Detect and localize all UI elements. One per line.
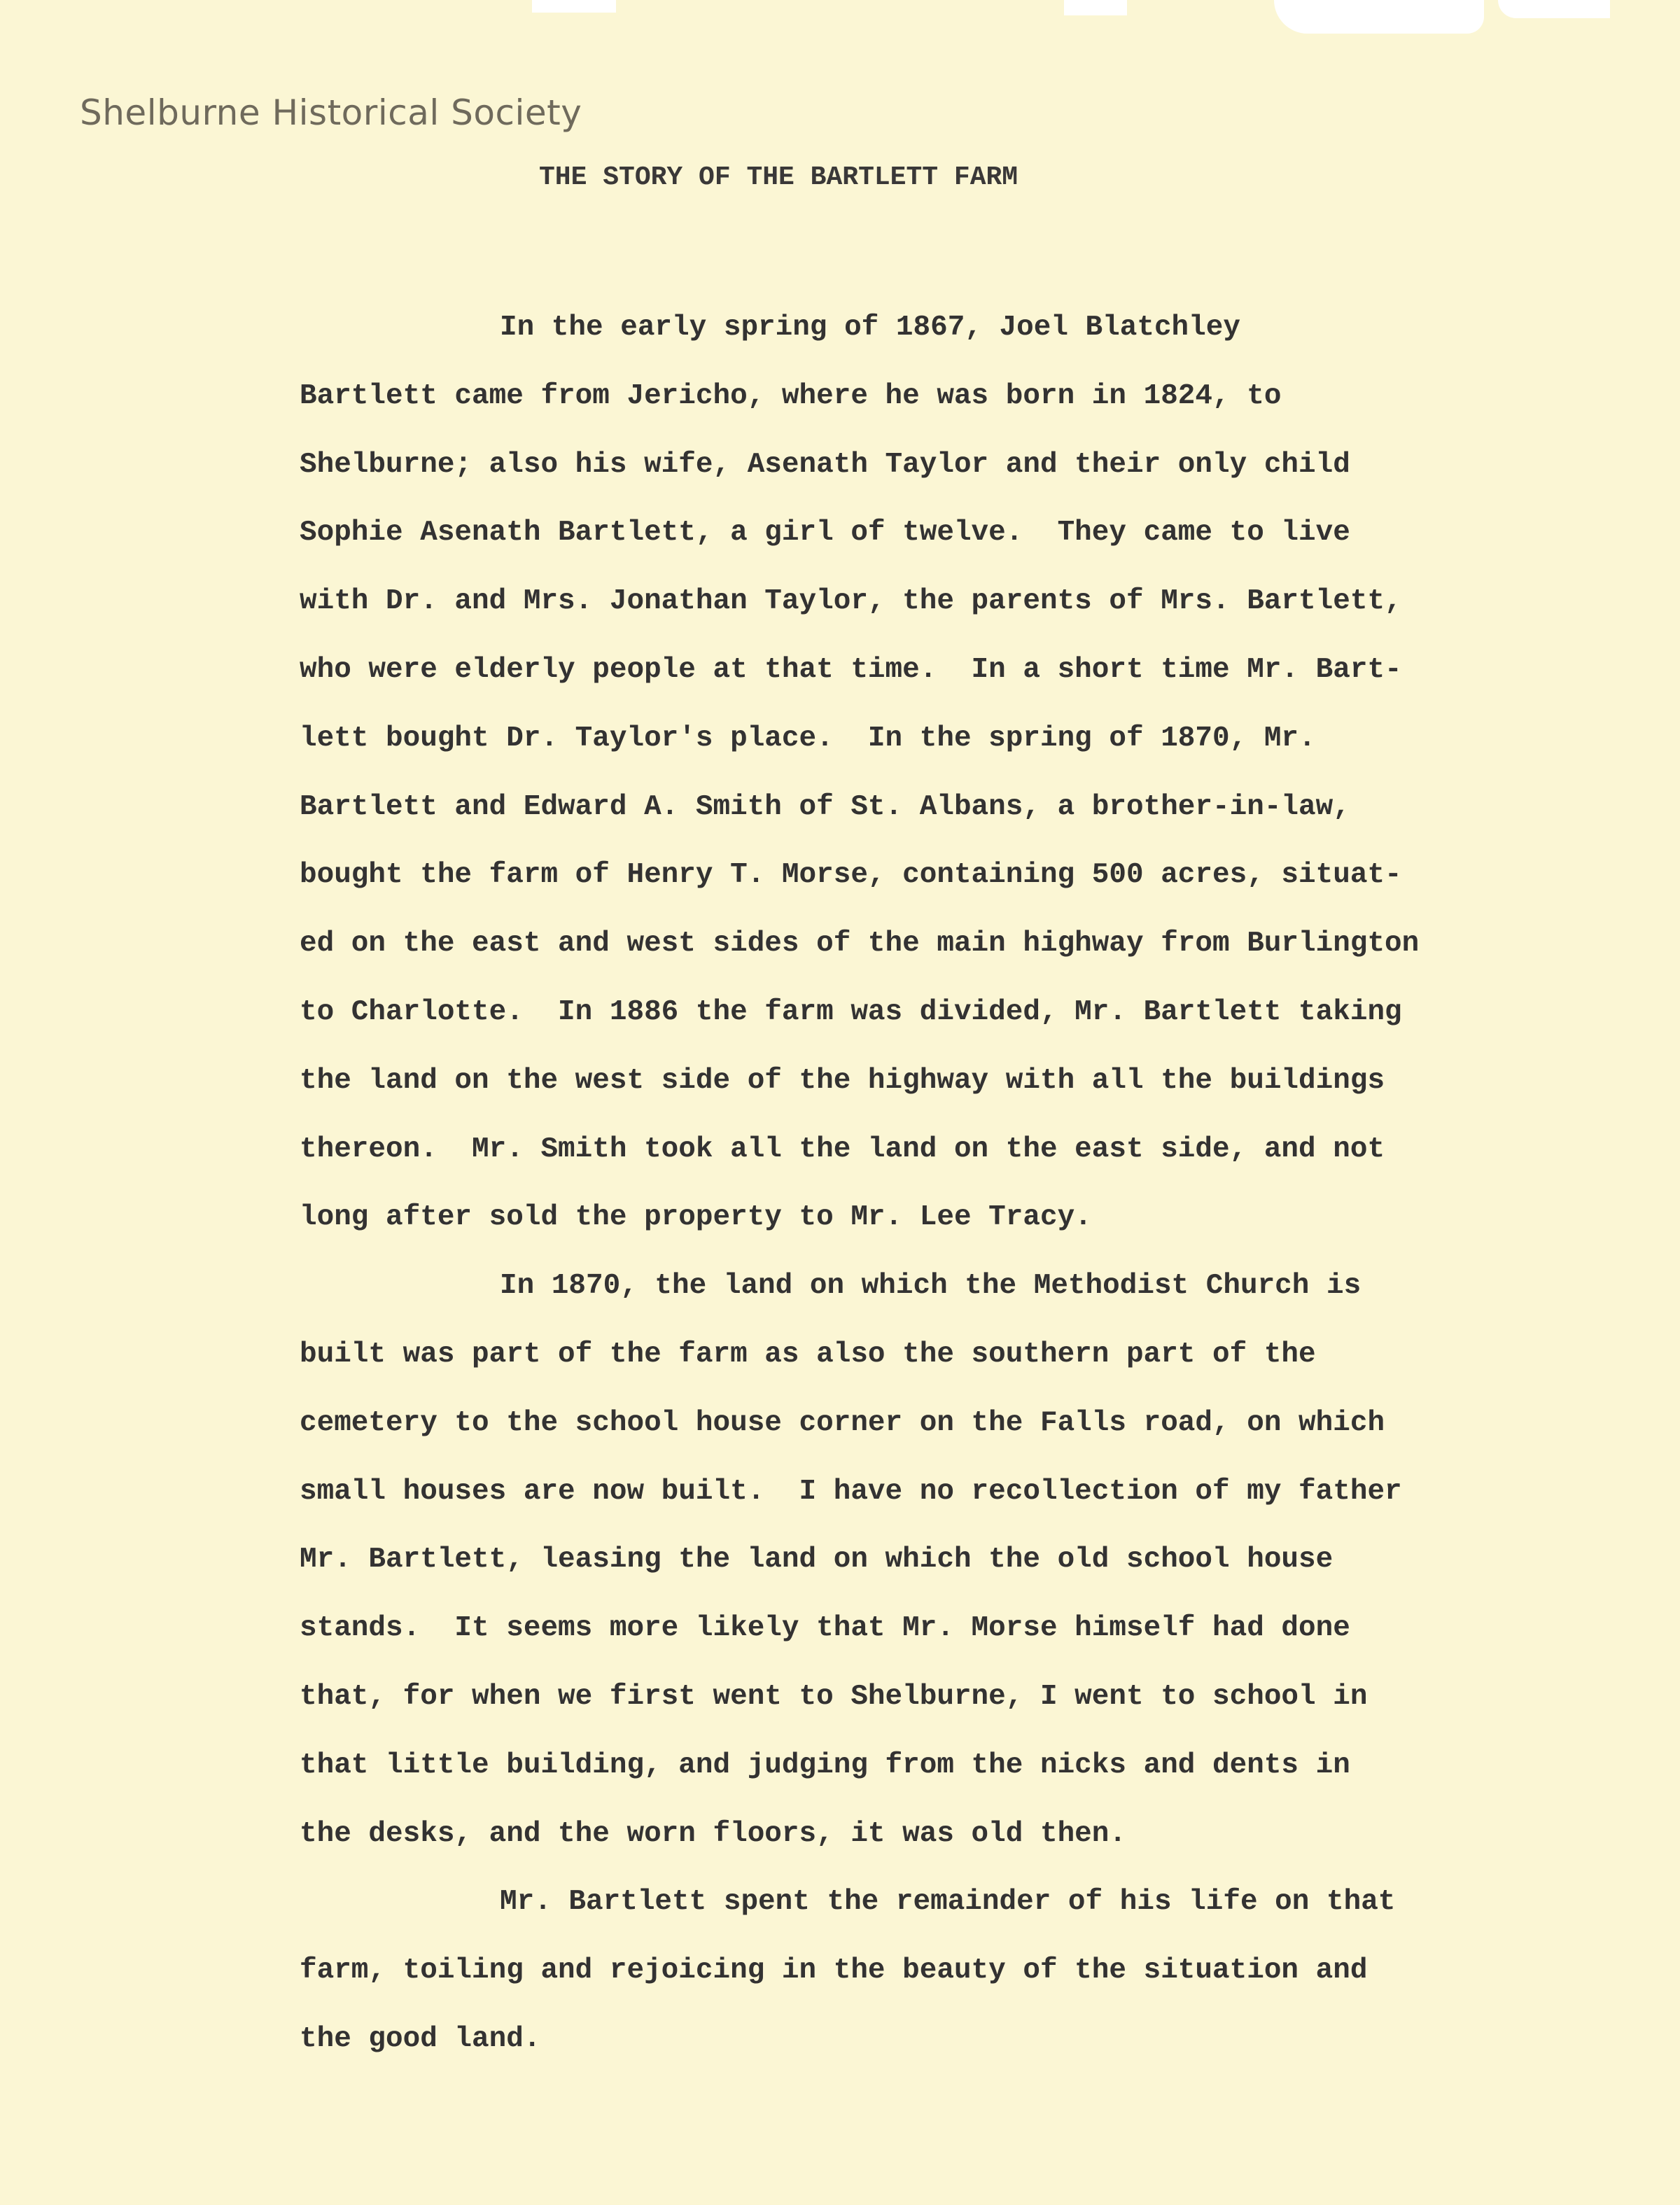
text-line: Shelburne; also his wife, Asenath Taylor and their only child xyxy=(300,448,1350,481)
text-line: In the early spring of 1867, Joel Blatchley xyxy=(500,312,1240,344)
text-line: stands. It seems more likely that Mr. Morse himself had done xyxy=(300,1612,1350,1645)
text-line: who were elderly people at that time. In a short time Mr. Bart- xyxy=(300,653,1402,686)
text-line: small houses are now built. I have no recollection of my father xyxy=(300,1475,1402,1508)
torn-edge-far-right xyxy=(1498,0,1610,18)
document-body xyxy=(300,294,1616,2074)
text-line: Bartlett and Edward A. Smith of St. Albans, a brother-in-law, xyxy=(300,790,1350,823)
text-line: Mr. Bartlett, leasing the land on which the old school house xyxy=(300,1544,1334,1576)
text-line: In 1870, the land on which the Methodist Church is xyxy=(500,1270,1362,1303)
text-line: the good land. xyxy=(300,2022,541,2055)
watermark-label: Shelburne Historical Society xyxy=(80,92,582,133)
text-line: cemetery to the school house corner on the Falls road, on which xyxy=(300,1406,1385,1439)
text-line: farm, toiling and rejoicing in the beauty of the situation and xyxy=(300,1954,1368,1987)
text-line: to Charlotte. In 1886 the farm was divided, Mr. Bartlett taking xyxy=(300,995,1402,1028)
text-line: bought the farm of Henry T. Morse, containing 500 acres, situat- xyxy=(300,859,1402,892)
text-line: thereon. Mr. Smith took all the land on the east side, and not xyxy=(300,1133,1385,1166)
torn-edge-left xyxy=(532,0,616,13)
text-line: the desks, and the worn floors, it was old then. xyxy=(300,1817,1126,1850)
text-line: ed on the east and west sides of the main highway from Burlington xyxy=(300,927,1420,960)
text-line: that little building, and judging from the nicks and dents in xyxy=(300,1749,1350,1782)
text-line: with Dr. and Mrs. Jonathan Taylor, the parents of Mrs. Bartlett, xyxy=(300,585,1402,618)
text-line: Mr. Bartlett spent the remainder of his life on that xyxy=(500,1886,1396,1919)
text-line: Bartlett came from Jericho, where he was born in 1824, to xyxy=(300,379,1282,412)
text-line: long after sold the property to Mr. Lee Tracy. xyxy=(300,1201,1092,1234)
torn-edge-right xyxy=(1274,0,1484,34)
text-line: that, for when we first went to Shelburne, I went to school in xyxy=(300,1680,1368,1713)
text-line: lett bought Dr. Taylor's place. In the spring of 1870, Mr. xyxy=(300,722,1316,755)
text-line: the land on the west side of the highway with all the buildings xyxy=(300,1064,1385,1097)
text-line: built was part of the farm as also the southern part of the xyxy=(300,1338,1316,1371)
document-title: THE STORY OF THE BARTLETT FARM xyxy=(539,162,1018,192)
torn-edge-mid xyxy=(1064,0,1127,15)
text-line: Sophie Asenath Bartlett, a girl of twelve. They came to live xyxy=(300,517,1350,550)
